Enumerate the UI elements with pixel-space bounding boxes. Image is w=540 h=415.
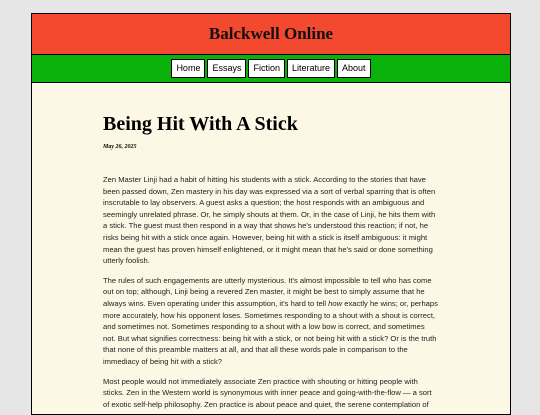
site-title[interactable]: Balckwell Online <box>208 24 334 43</box>
nav-home-button[interactable]: Home <box>171 59 205 78</box>
paragraph-text: exactly he wins; or, perhaps more accurately, how his opponent loses. Sometimes responding to a shout with a shout is correct, and sometimes not. Sometimes responding to a shout with a low bow is correct, and sometimes not. But what signifies correctness: being hit with a stick, or not being hit with a stick? Or is the truth that none of this preamble matters at all, and that all these words pale in comparison to the immediacy of being hit with a stick? <box>103 298 438 366</box>
article-paragraph <box>103 376 439 411</box>
article-date: May 26, 2025 <box>103 144 137 150</box>
nav-bar <box>32 55 510 83</box>
paragraph-text: Zen Master Linji had a habit of hitting his students with a stick. According to the stories that have been passed down, Zen mastery in his day was expressed via a sort of verbal sparring that is often inscrutable to lay observers. A guest asks a question; the host responds with an ambiguous and seemingly unrelated phrase. Or, he simply shouts at them. Or, in the case of Linji, he hits them with a stick. The guest must then respond in a way that shows he's understood this reaction; if not, he risks being hit with a stick once again. However, being hit with a stick is itself ambiguous: it might mean the guest has proven himself enlightened, or it might mean that he's said or done something utterly foolish. <box>103 175 436 266</box>
site-header <box>32 14 510 55</box>
article-paragraph <box>103 275 439 368</box>
article-title: Being Hit With A Stick <box>103 113 298 135</box>
nav-essays-button[interactable]: Essays <box>207 59 246 78</box>
article-paragraph <box>103 174 439 267</box>
paragraph-text: The rules of such engagements are utterly mysterious. It's almost impossible to tell who has come out on top; although, Linji being a revered Zen master, it might be best to simply assume that he always wins. Even operating under this assumption, it's hard to tell <box>103 275 432 308</box>
emphasis-text: how <box>328 298 343 308</box>
nav-fiction-button[interactable]: Fiction <box>248 59 285 78</box>
nav-literature-button[interactable]: Literature <box>287 59 335 78</box>
page-frame <box>31 13 511 415</box>
nav-about-button[interactable]: About <box>337 59 371 78</box>
article <box>32 112 510 410</box>
paragraph-text: Most people would not immediately associate Zen practice with shouting or hitting people with sticks. Zen in the Western world is synonymous with inner peace and going-with-the-flow — a sort of exotic self-help philosophy. Zen practice is about peace and quiet, the serene contemplation of <box>103 376 432 409</box>
